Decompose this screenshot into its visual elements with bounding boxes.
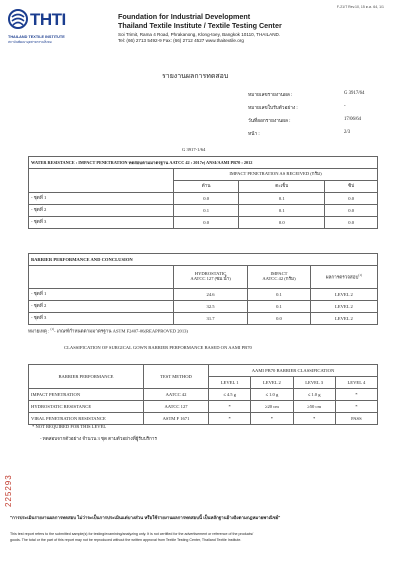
note-line bbox=[28, 327, 188, 336]
cell-method: ASTM F 1671 bbox=[144, 413, 209, 425]
col-header-hydrostatic bbox=[174, 266, 248, 289]
water-resistance-title: WATER RESISTANCE : IMPACT PENETRATION ทดสอบตามมาตรฐาน AATCC 42 : 2017e( ANSI/AAMI PB70 : 2012 bbox=[29, 157, 378, 169]
org-address: Soi Trimit, Rama 4 Road, Phrakanong, Klong-toey, Bangkok 10110, THAILAND. bbox=[118, 32, 281, 37]
col-header-level-2: LEVEL 2 bbox=[251, 377, 293, 389]
note-footnote-marker: (1) bbox=[50, 327, 54, 331]
field-issue-date-value: 17/06/64 bbox=[344, 117, 362, 122]
row-label: - ชุดที่ 2 bbox=[29, 205, 174, 217]
water-resistance-table bbox=[28, 156, 378, 229]
cell-value: * bbox=[209, 401, 251, 413]
cell-value: ≤ 1.0 g bbox=[293, 389, 335, 401]
result-label: ผลการตรวจสอบ bbox=[325, 274, 359, 280]
cell-value: * bbox=[251, 413, 293, 425]
table-row bbox=[29, 193, 378, 205]
result-footnote-marker: (1) bbox=[358, 272, 362, 277]
cell-value: * bbox=[335, 389, 377, 401]
disclaimer-en-line1: This test report refers to the submitted sample(s) for testing/examining/analyzing only. It is not certified for the advertisement or reference of the products/ bbox=[10, 532, 254, 536]
not-required-footnote: * NOT REQUIRED FOR THIS LEVEL bbox=[32, 424, 107, 429]
field-report-no-value: G 3917/64 bbox=[344, 91, 365, 96]
cell-value: 0.1 bbox=[239, 193, 325, 205]
cell-value: * bbox=[293, 413, 335, 425]
row-label: - ชุดที่ 2 bbox=[29, 301, 174, 313]
cell-value: 24.6 bbox=[174, 289, 248, 301]
table-row bbox=[29, 389, 378, 401]
col-header-zipper: ซิป bbox=[325, 181, 378, 193]
col-header-result bbox=[310, 266, 377, 289]
cell-value: 0.0 bbox=[239, 217, 325, 229]
col-header-level-4: LEVEL 4 bbox=[335, 377, 377, 389]
note-text: - เกณฑ์กำหนดตามมาตรฐาน ASTM F2407-06(REAPPROVED 2013) bbox=[54, 328, 188, 334]
org-contact: Tel: (66) 2713 5492-9 Fax: (66) 2712 4527 www.thaitextile.org bbox=[118, 38, 244, 43]
table-row bbox=[29, 313, 378, 325]
report-title: รายงานผลการทดสอบ bbox=[162, 72, 229, 80]
field-page-value: 2/3 bbox=[344, 130, 351, 135]
logo-icon bbox=[8, 8, 28, 32]
thti-logo bbox=[8, 8, 104, 48]
classification-heading: CLASSIFICATION OF SURGICAL GOWN BARRIER PERFORMANCE BASED ON AAMI PB70 bbox=[64, 345, 252, 350]
cell-value: 0.0 bbox=[325, 193, 378, 205]
row-label: - ชุดที่ 3 bbox=[29, 217, 174, 229]
cell-value: PASS bbox=[335, 413, 377, 425]
col-header-level-3: LEVEL 3 bbox=[293, 377, 335, 389]
sample-count-note: - ทดสอบจากตัวอย่าง จำนวน 3 ชุด ตามตัวอย่างที่ผู้รับบริการ bbox=[40, 436, 157, 441]
row-label: IMPACT PENETRATION bbox=[29, 389, 144, 401]
field-receipt-no-value: - bbox=[344, 104, 346, 109]
impact-group-header: IMPACT PENETRATION AS RECEIVED (กรัม) bbox=[174, 169, 378, 181]
col-header-test-method: TEST METHOD bbox=[144, 365, 209, 389]
col-header-impact bbox=[248, 266, 311, 289]
barrier-conclusion-table bbox=[28, 253, 378, 325]
cell-value: 31.7 bbox=[174, 313, 248, 325]
hydrostatic-label: HYDROSTATIC bbox=[194, 271, 227, 276]
cell-value: * bbox=[335, 401, 377, 413]
logo-text: THTI bbox=[30, 10, 66, 29]
cell-value: ≥20 cm bbox=[251, 401, 293, 413]
barrier-conclusion-title: BARRIER PERFORMANCE AND CONCLUSION bbox=[29, 254, 378, 266]
row-label: - ชุดที่ 1 bbox=[29, 193, 174, 205]
col-header-fabric: ด้าน bbox=[174, 181, 239, 193]
field-page-label: หน้า : bbox=[248, 132, 260, 137]
impact-label: IMPACT bbox=[270, 271, 288, 276]
cell-value: 0.1 bbox=[248, 301, 311, 313]
table-row bbox=[29, 401, 378, 413]
note-prefix: หมายเหตุ : bbox=[28, 328, 50, 334]
org-department: Thailand Textile Institute / Textile Testing Center bbox=[118, 21, 282, 30]
table-row bbox=[29, 289, 378, 301]
sample-id: G 3917-1/64 bbox=[182, 147, 206, 152]
table-row bbox=[29, 205, 378, 217]
row-label: HYDROSTATIC RESISTANCE bbox=[29, 401, 144, 413]
cell-value: 0.1 bbox=[174, 205, 239, 217]
cell-value: ≥50 cm bbox=[293, 401, 335, 413]
cell-value: LEVEL 2 bbox=[310, 289, 377, 301]
cell-value: 32.5 bbox=[174, 301, 248, 313]
cell-value: ≤ 4.5 g bbox=[209, 389, 251, 401]
disclaimer-en-line2: goods. The total or the part of this report may not be reproduced without the written approval from Textile Testing Center, Thailand Textile Institute. bbox=[10, 538, 242, 542]
cell-value: 0.0 bbox=[325, 217, 378, 229]
cell-value: 0.0 bbox=[174, 217, 239, 229]
logo-subtitle-en: THAILAND TEXTILE INSTITUTE bbox=[8, 35, 65, 39]
logo-subtitle-th: สถาบันพัฒนาอุตสาหกรรมสิ่งทอ bbox=[8, 40, 52, 44]
cell-method: AATCC 42 bbox=[144, 389, 209, 401]
hydrostatic-method: AATCC 127 (ซม.น้ำ) bbox=[190, 276, 231, 281]
cell-value: ≤ 1.0 g bbox=[251, 389, 293, 401]
cell-method: AATCC 127 bbox=[144, 401, 209, 413]
row-label: - ชุดที่ 1 bbox=[29, 289, 174, 301]
table-row bbox=[29, 413, 378, 425]
row-label: VIRAL PENETRATION RESISTANCE bbox=[29, 413, 144, 425]
cell-value: 0.0 bbox=[174, 193, 239, 205]
aami-classification-table bbox=[28, 364, 378, 425]
cell-value: 0.0 bbox=[248, 313, 311, 325]
col-header-seam: ตะเข็บ bbox=[239, 181, 325, 193]
row-label: - ชุดที่ 3 bbox=[29, 313, 174, 325]
cell-value: 0.1 bbox=[239, 205, 325, 217]
field-receipt-no-label: หมายเลขใบรับตัวอย่าง : bbox=[248, 106, 298, 111]
col-header-barrier-performance: BARRIER PERFORMANCE bbox=[29, 365, 144, 389]
table-row bbox=[29, 301, 378, 313]
cell-value: LEVEL 2 bbox=[310, 301, 377, 313]
cell-value: * bbox=[209, 413, 251, 425]
document-code: F-21/T Rev.10, 15 ต.ค. 64, 1/1 bbox=[336, 5, 384, 9]
org-name: Foundation for Industrial Development bbox=[118, 12, 251, 21]
col-header-level-1: LEVEL 1 bbox=[209, 377, 251, 389]
field-report-no-label: หมายเลขรายงานผล : bbox=[248, 93, 293, 98]
impact-method: AATCC 42 (กรัม) bbox=[262, 276, 296, 281]
col-header-aami-class: AAMI PB70 BARRIER CLASSIFICATION bbox=[209, 365, 378, 377]
serial-stamp: 225293 bbox=[4, 474, 13, 507]
cell-value: 0.0 bbox=[325, 205, 378, 217]
disclaimer-thai: "การประเมินรายงานผลการทดสอบ ไม่ว่าจะเป็นการประเมินแต่บางส่วน หรือใช้รายงานผลการทดสอบนี้ เป็นหลักฐานอ้างอิงตามกฎหมายพาณิชย์" bbox=[10, 515, 281, 520]
table-row bbox=[29, 217, 378, 229]
field-issue-date-label: วันที่ออกรายงานผล : bbox=[248, 119, 291, 124]
cell-value: LEVEL 2 bbox=[310, 313, 377, 325]
cell-value: 0.1 bbox=[248, 289, 311, 301]
